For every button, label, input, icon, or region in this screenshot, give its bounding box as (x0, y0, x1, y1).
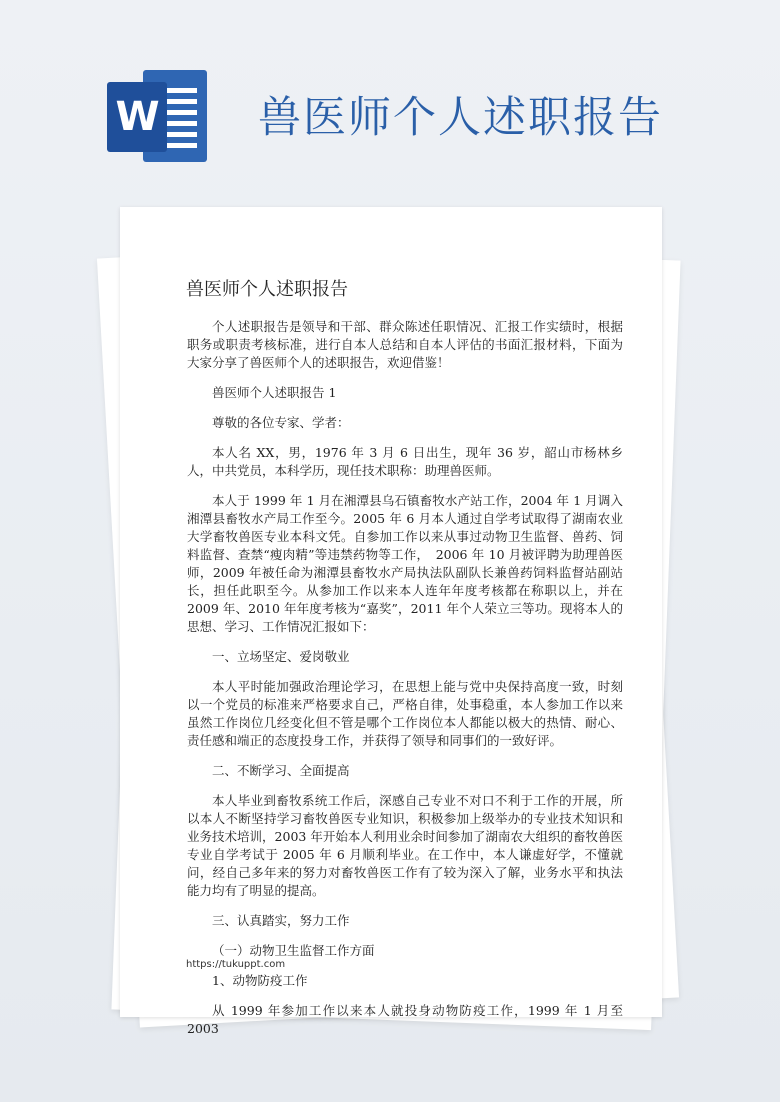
paragraph-personal-info: 本人名 XX，男，1976 年 3 月 6 日出生，现年 36 岁，韶山市杨林乡人，中共党员，本科学历，现任技术职称：助理兽医师。 (187, 445, 623, 478)
paragraph-section-heading: 兽医师个人述职报告 1 (212, 385, 337, 400)
paragraph-subheading-1-1: 1、动物防疫工作 (212, 973, 308, 988)
word-icon-badge: W (107, 82, 167, 152)
document-title: 兽医师个人述职报告 (186, 279, 348, 300)
header-banner (0, 0, 780, 200)
paragraph-intro: 个人述职报告是领导和干部、群众陈述任职情况、汇报工作实绩时，根据职务或职责考核标准，进行自本人总结和自本人评估的书面汇报材料，下面为大家分享了兽医师个人的述职报告，欢迎借鉴！ (187, 319, 623, 370)
paragraph-learning: 本人毕业到畜牧系统工作后，深感自己专业不对口不利于工作的开展，所以本人不断坚持学习畜牧兽医专业知识，积极参加上级举办的专业技术知识和业务技术培训，2003 年开始本人利用业余时间参加了湖南农大组织的畜牧兽医专业自学考试于 2005 年 6 月顺利毕业。在工作中，本人谦虚好学，不懂就问，经自己多年来的努力对畜牧兽医工作有了较为深入了解，业务水平和执法能力均有了明显的提高。 (187, 793, 623, 898)
document-page (120, 207, 662, 1036)
paragraph-political-stance: 本人平时能加强政治理论学习，在思想上能与党中央保持高度一致，时刻以一个党员的标准来严格要求自己，严格自律，处事稳重，本人参加工作以来虽然工作岗位几经变化但不管是哪个工作岗位本人都能以极大的热情、耐心、责任感和端正的态度投身工作，并获得了领导和同事们的一致好评。 (187, 679, 623, 748)
paragraph-heading-2: 二、不断学习、全面提高 (212, 763, 350, 778)
paragraph-heading-1: 一、立场坚定、爱岗敬业 (212, 649, 350, 664)
footer-url: https://tukuppt.com (186, 959, 286, 970)
paragraph-salutation: 尊敬的各位专家、学者： (212, 415, 350, 430)
paragraph-epidemic-prevention: 从 1999 年参加工作以来本人就投身动物防疫工作，1999 年 1 月至 2003 (187, 1003, 623, 1036)
paragraph-work-history: 本人于 1999 年 1 月在湘潭县乌石镇畜牧水产站工作，2004 年 1 月调入湘潭县畜牧水产局工作至今。2005 年 6 月本人通过自学考试取得了湖南农业大学畜牧兽医专业本科文凭。自参加工作以来从事过动物卫生监督、兽药、饲料监督、查禁“瘦肉精”等违禁药物等工作， 2006 年 10 月被评聘为助理兽医师，2009 年被任命为湘潭县畜牧水产局执法队副队长兼兽药饲料监督站副站长，担任此职至今。从参加工作以来本人连年年度考核都在称职以上，并在 2009 年、2010 年年度考核为“嘉奖”，2011 年个人荣立三等功。现将本人的思想、学习、工作情况汇报如下： (187, 493, 623, 634)
word-icon-lines (163, 88, 197, 154)
paragraph-subheading-1: （一）动物卫生监督工作方面 (212, 943, 375, 958)
document-body (187, 318, 623, 1050)
page-title: 兽医师个人述职报告 (258, 93, 663, 143)
paragraph-heading-3: 三、认真踏实，努力工作 (212, 913, 350, 928)
word-document-icon (107, 70, 207, 162)
